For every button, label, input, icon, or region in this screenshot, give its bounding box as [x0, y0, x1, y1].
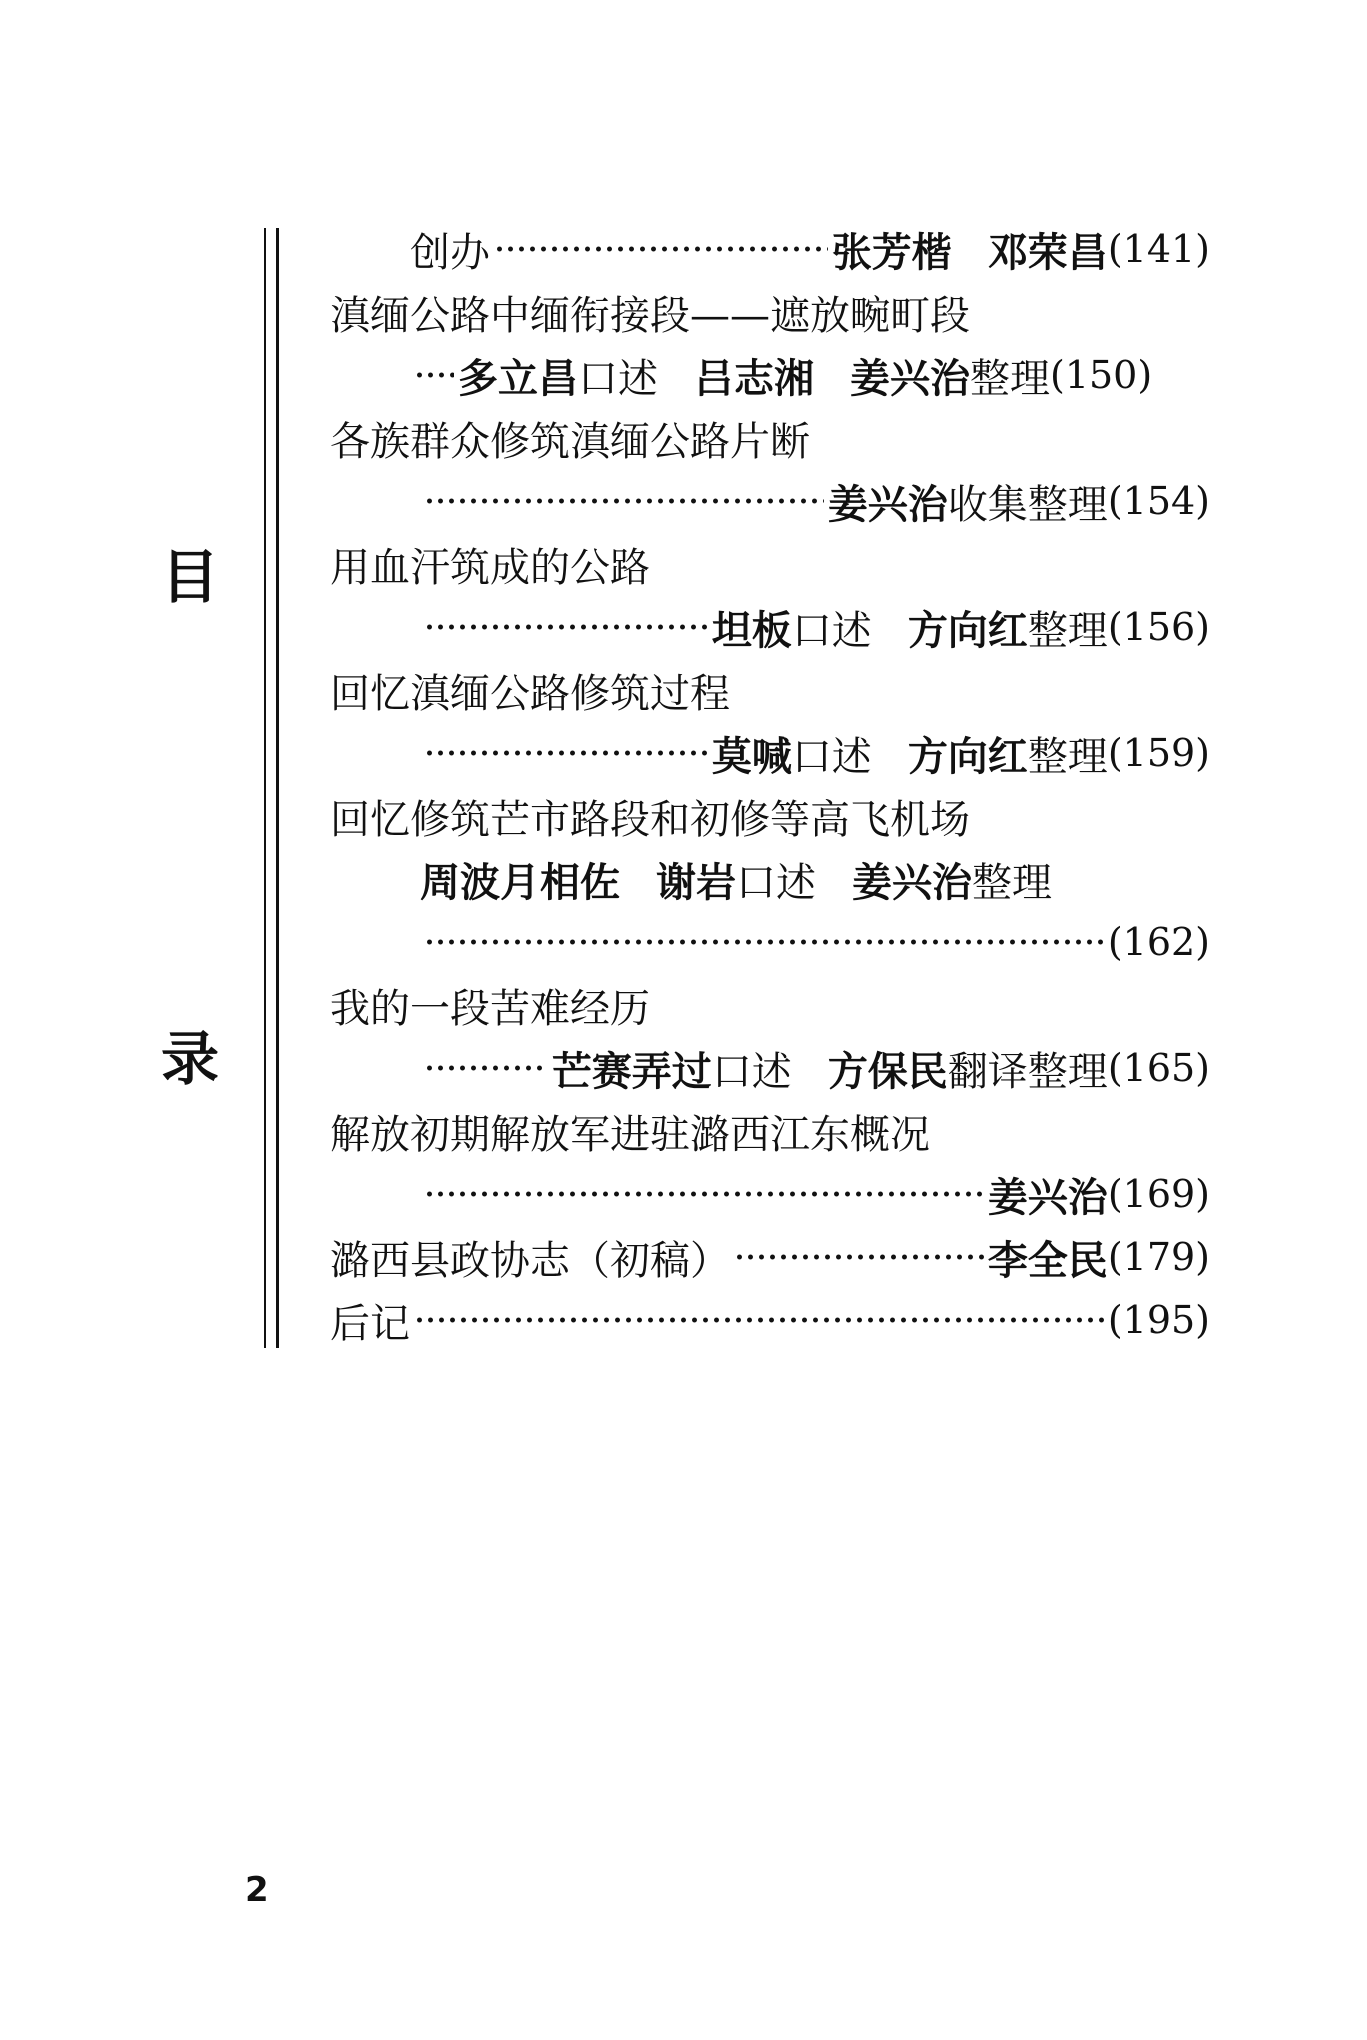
- toc-entry-credit: [420, 725, 1210, 781]
- entry-author: 吕志湘: [694, 355, 814, 402]
- toc-entry-credit: [420, 1166, 1210, 1222]
- entry-author: 方向红: [907, 607, 1028, 654]
- entry-author: 张芳楷: [831, 229, 952, 276]
- entry-page: (165): [1107, 1046, 1210, 1090]
- entry-page: (179): [1107, 1235, 1210, 1279]
- page-number: 2: [245, 1870, 269, 1910]
- entry-author: 坦板: [711, 607, 792, 654]
- entry-page: (156): [1107, 605, 1210, 649]
- toc-entry: [330, 284, 1210, 340]
- entry-author: 周波月相佐: [420, 859, 620, 906]
- entry-title: 回忆滇缅公路修筑过程: [330, 670, 730, 717]
- toc-entry-credit: [420, 914, 1210, 970]
- leader-dots: [424, 1048, 548, 1088]
- entry-author: 多立昌: [458, 355, 578, 402]
- entry-role: 整理: [1027, 607, 1108, 654]
- toc-entry: [330, 1292, 1210, 1348]
- entry-title: 我的一段苦难经历: [330, 985, 650, 1032]
- toc-entry: [330, 536, 1210, 592]
- entry-author: 邓荣昌: [987, 229, 1108, 276]
- entry-role: 收集整理: [947, 481, 1108, 528]
- toc-entry: [330, 1103, 1210, 1159]
- divider-line: [276, 228, 279, 1348]
- entry-title: 用血汗筑成的公路: [330, 544, 650, 591]
- entry-title: 各族群众修筑滇缅公路片断: [330, 418, 810, 465]
- leader-dots: [424, 733, 708, 773]
- leader-dots: [414, 355, 454, 395]
- toc-entry-credit: [420, 851, 1210, 907]
- entry-role: 口述: [578, 355, 658, 402]
- entry-role: 口述: [711, 1048, 792, 1095]
- entry-author: 方保民: [827, 1048, 948, 1095]
- leader-dots: [424, 922, 1104, 962]
- toc-entry: [330, 410, 1210, 466]
- entry-page: (169): [1107, 1172, 1210, 1216]
- entry-title: 后记: [330, 1300, 410, 1347]
- entry-author: 姜兴治: [850, 355, 970, 402]
- entry-author: 姜兴治: [852, 859, 972, 906]
- leader-dots: [494, 229, 828, 269]
- entry-author: 方向红: [907, 733, 1028, 780]
- entry-page: (195): [1107, 1298, 1210, 1342]
- entry-page: (154): [1107, 479, 1210, 523]
- entry-title: 创办: [410, 229, 490, 276]
- toc-entry-credit: [420, 473, 1210, 529]
- entry-title: 滇缅公路中缅衔接段——遮放畹町段: [330, 292, 970, 339]
- entry-page: (150): [1050, 353, 1153, 397]
- entry-role: 口述: [736, 859, 816, 906]
- leader-dots: [424, 481, 824, 521]
- entry-author: 谢岩: [656, 859, 736, 906]
- entry-role: 翻译整理: [947, 1048, 1108, 1095]
- entry-title: 解放初期解放军进驻潞西江东概况: [330, 1111, 930, 1158]
- toc-heading-char-2: 录: [160, 1025, 219, 1093]
- entry-author: 姜兴治: [827, 481, 948, 528]
- entry-role: 整理: [972, 859, 1052, 906]
- entry-page: (159): [1107, 731, 1210, 775]
- entry-author: 芒赛弄过: [551, 1048, 712, 1095]
- divider-line: [264, 228, 266, 1348]
- entry-role: 口述: [791, 607, 872, 654]
- entry-page: (141): [1107, 227, 1210, 271]
- entry-title: 回忆修筑芒市路段和初修等高飞机场: [330, 796, 970, 843]
- toc-entry-credit: [420, 599, 1210, 655]
- entry-role: 整理: [970, 355, 1050, 402]
- leader-dots: [424, 607, 708, 647]
- toc-entry: [330, 662, 1210, 718]
- entry-author: 莫喊: [711, 733, 792, 780]
- entry-role: 整理: [1027, 733, 1108, 780]
- entry-author: 姜兴治: [987, 1174, 1108, 1221]
- leader-dots: [414, 1300, 1104, 1340]
- entry-author: 李全民: [987, 1237, 1108, 1284]
- toc-entry: [330, 1229, 1210, 1285]
- toc-heading-char-1: 目: [160, 543, 219, 611]
- toc-entry: [330, 788, 1210, 844]
- toc-entry: [330, 977, 1210, 1033]
- leader-dots: [734, 1237, 984, 1277]
- leader-dots: [424, 1174, 984, 1214]
- entry-page: (162): [1107, 920, 1210, 964]
- toc-entry-credit: [420, 1040, 1210, 1096]
- toc-entry: [410, 221, 1210, 277]
- entry-role: 口述: [791, 733, 872, 780]
- entry-title: 潞西县政协志（初稿）: [330, 1237, 730, 1284]
- toc-entry-credit: [410, 347, 1210, 403]
